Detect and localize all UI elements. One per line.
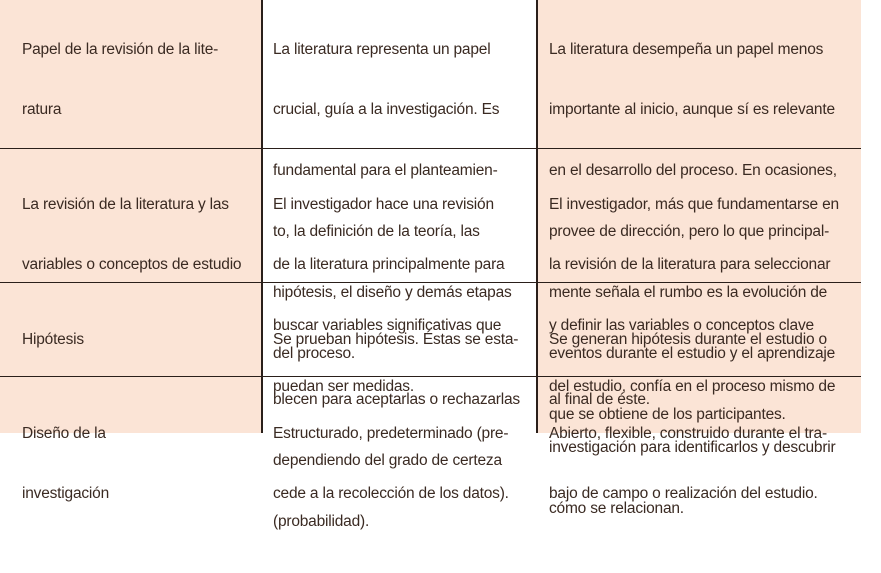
right-margin: [861, 0, 881, 433]
column-divider-2: [536, 0, 538, 433]
qualitative-cell: Abierto, flexible, construido durante el tra- bajo de campo o realización del estudio.: [549, 424, 827, 503]
quantitative-cell: Se prueban hipótesis. Éstas se esta- blecen para aceptarlas o rechazarlas dependiendo del grado de certeza (probabilidad).: [273, 330, 520, 531]
quantitative-cell: El investigador hace una revisión de la literatura principalmente para buscar variables significativas que puedan ser medidas.: [273, 195, 505, 396]
quantitative-cell: La literatura representa un papel crucial, guía a la investigación. Es fundamental para el planteamien- to, la definición de la teoría, las hipótesis, el diseño y demás etapas del proceso.: [273, 40, 512, 363]
aspect-cell: La revisión de la literatura y las variables o conceptos de estudio: [22, 195, 242, 274]
column-divider-1: [261, 0, 263, 433]
quantitative-cell: Estructurado, predeterminado (pre- cede a la recolección de los datos).: [273, 424, 509, 503]
aspect-cell: Hipótesis: [22, 330, 84, 348]
qualitative-cell: Se generan hipótesis durante el estudio o al final de éste.: [549, 330, 827, 409]
qualitative-cell: La literatura desempeña un papel menos importante al inicio, aunque sí es relevante en el desarrollo del proceso. En ocasiones, provee de dirección, pero lo que principal- mente señala el rumbo es la evolución de eventos durante el estudio y el aprendizaje que se obtiene de los participantes.: [549, 40, 837, 423]
qualitative-cell: El investigador, más que fundamentarse en la revisión de la literatura para seleccionar y definir las variables o conceptos clave del estudio, confía en el proceso mismo de investigación para identificarlos y descubrir cómo se relacionan.: [549, 195, 839, 518]
aspect-cell: Papel de la revisión de la lite- ratura: [22, 40, 219, 119]
aspect-cell: Diseño de la investigación: [22, 424, 110, 503]
